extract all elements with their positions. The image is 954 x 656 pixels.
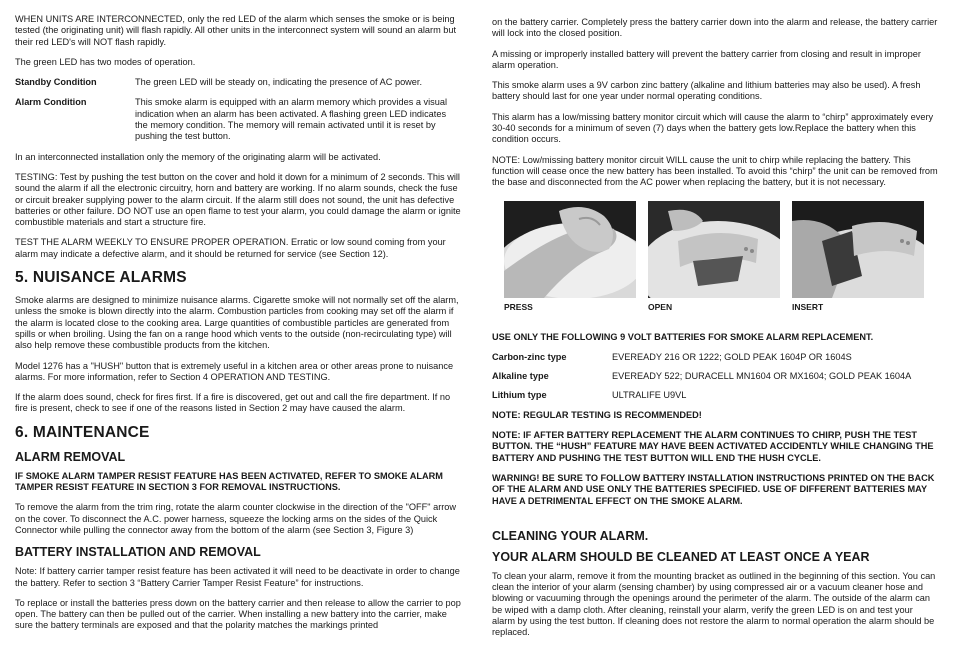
battery-type: Carbon-zinc type [492, 351, 567, 362]
green-led-paragraph: The green LED has two modes of operation. [15, 56, 196, 67]
definition-term: Standby Condition [15, 77, 97, 88]
definition-term: Alarm Condition [15, 97, 87, 108]
battery-photos [504, 201, 938, 298]
hush-note-paragraph: NOTE: IF AFTER BATTERY REPLACEMENT THE ALARM CONTINUES TO CHIRP, PUSH THE TEST BUTTON. THE “HUSH” FEATURE MAY HAVE BEEN ACTIVATED ACCIDENTLY WHILE CHANGING THE BATTERY AND PUSHING THE TEST BUTTON WILL END THE HUSH CYCLE. [492, 430, 934, 463]
nuisance-paragraph-2: Model 1276 has a "HUSH" button that is extremely useful in a kitchen area or other areas prone to nuisance alarms. For more information, refer to Section 4 OPERATION AND TESTING. [15, 360, 454, 382]
insert-photo [792, 201, 924, 298]
battery-row [492, 390, 938, 401]
maintenance-heading: 6. MAINTENANCE [15, 423, 150, 441]
nuisance-paragraph-1: Smoke alarms are designed to minimize nuisance alarms. Cigarette smoke will not normally set off the alarm, unless the smoke is blown directly into the alarm. Combustion particles from cooking may set off the alarm if the alarm is located close to the cooking area. Large quantities of combustible particles are generated from spills or when broiling. Using the fan on a range hood which vents to the outside (non-recirculating type) will also help remove these combustible products from the kitchen. [15, 295, 459, 351]
alarm-condition-definition [15, 97, 461, 142]
memory-paragraph: In an interconnected installation only the memory of the originating alarm will be activated. [15, 151, 381, 162]
chirp-note-paragraph: NOTE: Low/missing battery monitor circuit WILL cause the unit to chirp while replacing the battery. This function will cease once the new battery has been installed. To avoid this “chirp” the unit can be removed from the base and disconnected from the AC power when replacing the battery, but it is not necessary. [492, 154, 938, 188]
cleaning-paragraph: To clean your alarm, remove it from the mounting bracket as outlined in the beginning of this section. You can clean the interior of your alarm (sensing chamber) by using compressed air or a vacuum cleaner hose and blowing or vacuuming through the openings around the perimeter of the alarm. The outside of the alarm can be wiped with a damp cloth. After cleaning, reinstall your alarm, verify the green LED is on and test your alarm by using the test button. If cleaning does not restore the alarm to normal operation the alarm should be replaced. [492, 570, 936, 638]
battery-note-paragraph: Note: If battery carrier tamper resist feature has been activated it will need to be deactivate in order to change the battery. Refer to section 3 “Battery Carrier Tamper Resist Feature” for instructions. [15, 566, 460, 588]
battery-models: ULTRALIFE U9VL [612, 390, 687, 401]
battery-type-paragraph: This smoke alarm uses a 9V carbon zinc battery (alkaline and lithium batteries may also be used). A fresh battery should last for one year under normal operating conditions. [492, 80, 921, 102]
press-photo [504, 201, 636, 298]
battery-row [492, 352, 938, 363]
removal-paragraph: To remove the alarm from the trim ring, rotate the alarm counter clockwise in the direction of the "OFF" arrow on the cover. To disconnect the A.C. power harness, squeeze the locking arms on the sides of the Quick Connector while pulling the connector away from the bottom of the alarm (see Section 3, Figure 3) [15, 502, 457, 535]
battery-models: EVEREADY 522; DURACELL MN1604 OR MX1604; GOLD PEAK 1604A [612, 371, 912, 382]
tamper-resist-paragraph: IF SMOKE ALARM TAMPER RESIST FEATURE HAS BEEN ACTIVATED, REFER TO SMOKE ALARM TAMPER RESIST FEATURE IN SECTION 3 FOR REMOVAL INSTRUCTIONS. [15, 470, 443, 493]
battery-row [492, 371, 938, 382]
warning-paragraph: WARNING! BE SURE TO FOLLOW BATTERY INSTALLATION INSTRUCTIONS PRINTED ON THE BACK OF THE ALARM AND USE ONLY THE BATTERIES SPECIFIED. USE OF DIFFERENT BATTERIES MAY HAVE A DETRIMENTAL EFFECT ON THE SMOKE ALARM. [492, 472, 935, 506]
nuisance-alarms-heading: 5. NUISANCE ALARMS [15, 269, 187, 287]
insert-label: INSERT [792, 301, 824, 312]
regular-testing-paragraph: NOTE: REGULAR TESTING IS RECOMMENDED! [492, 409, 702, 420]
testing-paragraph: TESTING: Test by pushing the test button on the cover and hold it down for a minimum of 2 seconds. This will sound the alarm if all the electronic circuitry, horn and battery are working. If no alarm sounds, check the fuse or circuit breaker supplying power to the alarm circuit. If the alarm still does not sound, the unit has defective batteries or other failure. DO NOT use an open flame to test your alarm, you could damage the alarm or ignite combustible materials and start a structure fire. [15, 171, 461, 228]
carrier-paragraph: on the battery carrier. Completely press the battery carrier down into the alarm and release, the battery carrier will lock into the closed position. [492, 17, 938, 39]
use-only-paragraph: USE ONLY THE FOLLOWING 9 VOLT BATTERIES FOR SMOKE ALARM REPLACEMENT. [492, 331, 874, 342]
battery-models: EVEREADY 216 OR 1222; GOLD PEAK 1604P OR 1604S [612, 351, 852, 362]
clean-once-heading: YOUR ALARM SHOULD BE CLEANED AT LEAST ONCE A YEAR [492, 549, 870, 564]
cleaning-heading: CLEANING YOUR ALARM. [492, 528, 649, 543]
right-column [492, 17, 938, 648]
weekly-test-paragraph: TEST THE ALARM WEEKLY TO ENSURE PROPER OPERATION. Erratic or low sound coming from your alarm may indicate a defective alarm, and it should be returned for service (see Section 12). [15, 237, 446, 259]
photo-labels [504, 302, 938, 312]
nuisance-paragraph-3: If the alarm does sound, check for fires first. If a fire is discovered, get out and call the fire department. If no fire is present, check to see if one of the reasons listed in Section 2 may have caused the alarm. [15, 392, 451, 414]
definition-description: The green LED will be steady on, indicating the presence of AC power. [135, 77, 423, 88]
definition-description: This smoke alarm is equipped with an alarm memory which provides a visual indication when an alarm has been activated. A flashing green LED indicates the memory condition. The memory will remain activated until it is reset by pushing the test button. [135, 97, 447, 142]
battery-replace-paragraph: To replace or install the batteries press down on the battery carrier and then release to allow the carrier to pop open. The battery can then be pulled out of the carrier. When installing a new battery into the carrier, make sure the battery terminals are exposed and that the polarity matches the markings printed [15, 597, 461, 631]
battery-installation-heading: BATTERY INSTALLATION AND REMOVAL [15, 545, 261, 560]
open-photo [648, 201, 780, 298]
battery-monitor-paragraph: This alarm has a low/missing battery monitor circuit which will cause the alarm to “chirp” approximately every 30-40 seconds for a minimum of seven (7) days when the battery gets low.Replace the battery when this condition occurs. [492, 111, 934, 145]
alarm-removal-heading: ALARM REMOVAL [15, 449, 126, 464]
interconnected-paragraph: WHEN UNITS ARE INTERCONNECTED, only the red LED of the alarm which senses the smoke or is being tested (the originating unit) will flash rapidly. All other units in the interconnect system will sound an alarm but their red LED's will NOT flash rapidly. [15, 14, 457, 47]
standby-condition-definition [15, 77, 461, 88]
left-column [15, 14, 461, 641]
battery-type: Lithium type [492, 390, 547, 401]
spacer [492, 516, 938, 526]
battery-type: Alkaline type [492, 371, 549, 382]
open-label: OPEN [648, 301, 673, 312]
press-label: PRESS [504, 301, 533, 312]
missing-battery-paragraph: A missing or improperly installed battery will prevent the battery carrier from closing and result in improper alarm operation. [492, 48, 921, 70]
